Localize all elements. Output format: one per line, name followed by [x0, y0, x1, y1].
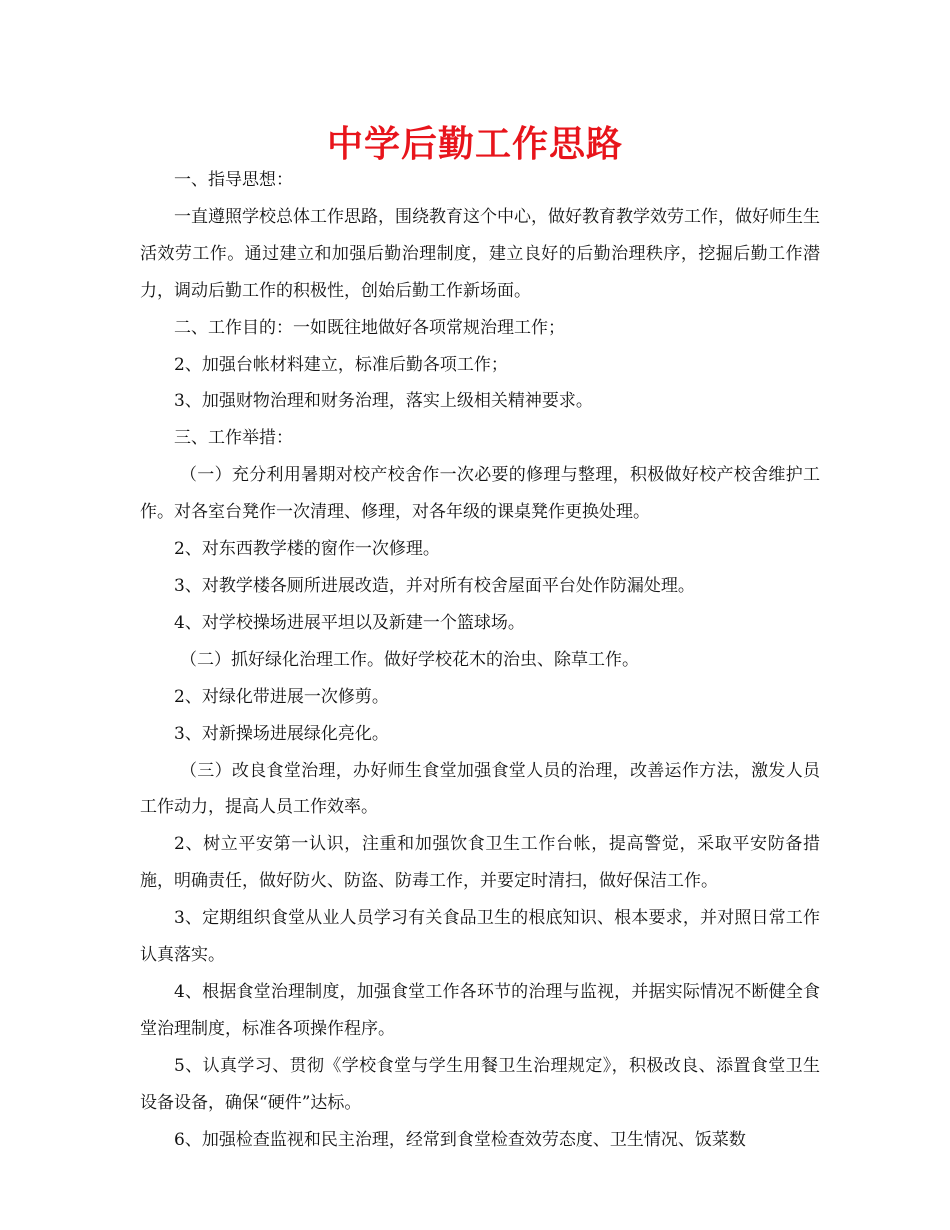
paragraph: 一直遵照学校总体工作思路，围绕教育这个中心，做好教育教学效劳工作，做好师生生活效劳工作。通过建立和加强后勤治理制度，建立良好的后勤治理秩序，挖掘后勤工作潜力，调动后勤工作的积极性，创始后勤工作新场面。 — [140, 206, 820, 301]
document-title: 中学后勤工作思路 — [326, 124, 623, 165]
paragraph: 2、对绿化带进展一次修剪。 — [174, 686, 389, 707]
paragraph: （二）抓好绿化治理工作。做好学校花木的治虫、除草工作。 — [180, 649, 639, 670]
paragraph: 4、对学校操场进展平坦以及新建一个篮球场。 — [174, 612, 525, 633]
paragraph: 5、认真学习、贯彻《学校食堂与学生用餐卫生治理规定》，积极改良、添置食堂卫生设备设备，确保“硬件”达标。 — [140, 1055, 820, 1113]
paragraph: 三、工作举措： — [174, 428, 293, 449]
paragraph: 2、对东西教学楼的窗作一次修理。 — [174, 539, 440, 560]
paragraph: 2、树立平安第一认识，注重和加强饮食卫生工作台帐，提高警觉，采取平安防备措施，明确责任，做好防火、防盗、防毒工作，并要定时清扫，做好保洁工作。 — [140, 834, 820, 892]
paragraph: 3、对新操场进展绿化亮化。 — [174, 723, 389, 744]
paragraph: 2、加强台帐材料建立，标准后勤各项工作； — [174, 354, 508, 375]
paragraph: 6、加强检查监视和民主治理，经常到食堂检查效劳态度、卫生情况、饭菜数 — [174, 1129, 746, 1150]
paragraph: （三）改良食堂治理，办好师生食堂加强食堂人员的治理，改善运作方法，激发人员工作动力，提高人员工作效率。 — [140, 760, 820, 818]
document-body — [140, 162, 820, 1158]
paragraph: 3、加强财物治理和财务治理，落实上级相关精神要求。 — [174, 391, 593, 412]
paragraph: 二、工作目的：一如既往地做好各项常规治理工作； — [174, 317, 565, 338]
paragraph: 一、指导思想： — [174, 170, 293, 190]
paragraph: 3、对教学楼各厕所进展改造，并对所有校舍屋面平台处作防漏处理。 — [174, 575, 695, 596]
paragraph: 4、根据食堂治理制度，加强食堂工作各环节的治理与监视，并据实际情况不断健全食堂治理制度，标准各项操作程序。 — [140, 981, 820, 1039]
paragraph: （一）充分利用暑期对校产校舍作一次必要的修理与整理，积极做好校产校舍维护工作。对各室台凳作一次清理、修理，对各年级的课桌凳作更换处理。 — [140, 465, 820, 523]
paragraph: 3、定期组织食堂从业人员学习有关食品卫生的根底知识、根本要求，并对照日常工作认真落实。 — [140, 908, 820, 966]
